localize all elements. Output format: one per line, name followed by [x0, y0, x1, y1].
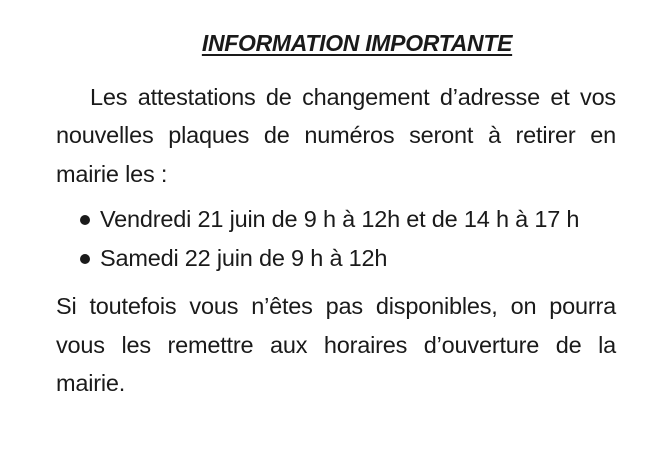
document-title: INFORMATION IMPORTANTE: [201, 30, 513, 56]
bullet-icon: [80, 254, 90, 264]
schedule-item-text: Vendredi 21 juin de 9 h à 12h et de 14 h à 17 h: [100, 206, 580, 233]
closing-paragraph: Si toutefois vous n’êtes pas disponibles, on pourra vous les remettre aux horaires d’ouverture de la mairie.: [56, 293, 616, 397]
schedule-list: [56, 200, 616, 277]
schedule-item-saturday: [56, 239, 616, 278]
schedule-item-friday: [56, 200, 616, 239]
bullet-icon: [80, 215, 90, 225]
schedule-item-text: Samedi 22 juin de 9 h à 12h: [100, 244, 388, 271]
intro-paragraph: Les attestations de changement d’adresse et vos nouvelles plaques de numéros seront à retirer en mairie les :: [56, 83, 616, 187]
